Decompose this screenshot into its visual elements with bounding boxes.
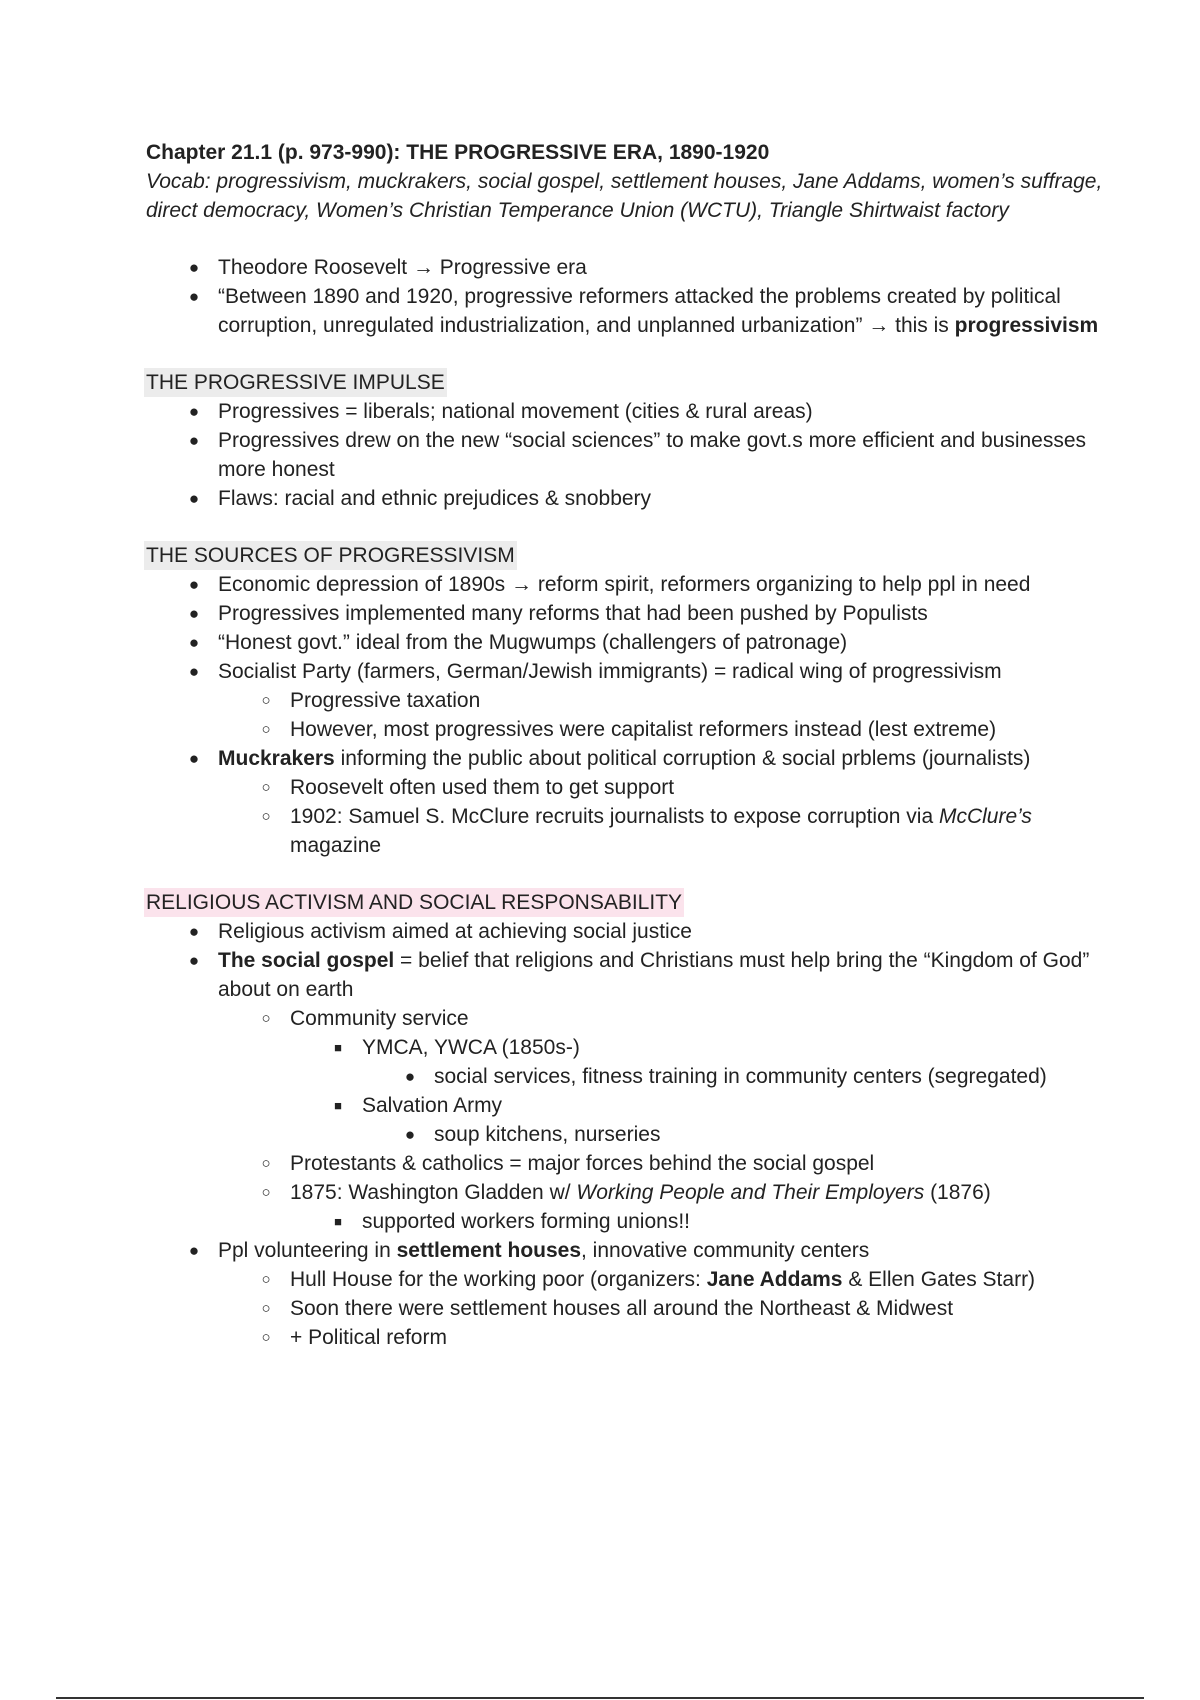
- chapter-title: Chapter 21.1 (p. 973-990): THE PROGRESSIVE ERA, 1890-1920: [146, 141, 770, 164]
- list-item: ● “Between 1890 and 1920, progressive reformers attacked the problems created by political corruption, unregulated industrialization, and unplanned urbanization” → this is progressivism: [146, 282, 1106, 340]
- list-item: ■ YMCA, YWCA (1850s-): [146, 1033, 1106, 1062]
- bullet-icon: ●: [188, 749, 200, 768]
- bullet-icon: ●: [188, 1241, 200, 1260]
- circle-bullet-icon: ○: [261, 1271, 271, 1288]
- list-item: ○ Community service: [146, 1004, 1106, 1033]
- list-item: ○ Soon there were settlement houses all around the Northeast & Midwest: [146, 1294, 1106, 1323]
- list-item: ● Socialist Party (farmers, German/Jewish immigrants) = radical wing of progressivism: [146, 657, 1106, 686]
- list-item: ● Progressives implemented many reforms that had been pushed by Populists: [146, 599, 1106, 628]
- list-item: ● The social gospel = belief that religions and Christians must help bring the “Kingdom of God” about on earth: [146, 946, 1106, 1004]
- bullet-icon: ●: [188, 575, 200, 594]
- bullet-icon: ●: [188, 287, 200, 306]
- list-item: ○ Protestants & catholics = major forces behind the social gospel: [146, 1149, 1106, 1178]
- bullet-icon: ●: [188, 402, 200, 421]
- list-item: ● Flaws: racial and ethnic prejudices & snobbery: [146, 484, 1106, 513]
- notes-page: [146, 138, 1106, 1352]
- list-item: ○ + Political reform: [146, 1323, 1106, 1352]
- bullet-icon: ●: [188, 604, 200, 623]
- list-item: ○ Roosevelt often used them to get support: [146, 773, 1106, 802]
- list-item: ○ 1875: Washington Gladden w/ Working People and Their Employers (1876): [146, 1178, 1106, 1207]
- list-item: ● Progressives drew on the new “social sciences” to make govt.s more efficient and businesses more honest: [146, 426, 1106, 484]
- bullet-icon: ●: [404, 1125, 416, 1144]
- section-heading: RELIGIOUS ACTIVISM AND SOCIAL RESPONSABILITY: [144, 888, 684, 917]
- list-item: ○ However, most progressives were capitalist reformers instead (lest extreme): [146, 715, 1106, 744]
- bullet-icon: ●: [188, 633, 200, 652]
- list-item: ● soup kitchens, nurseries: [146, 1120, 1106, 1149]
- bullet-icon: ●: [188, 258, 200, 277]
- circle-bullet-icon: ○: [261, 721, 271, 738]
- bullet-icon: ●: [188, 489, 200, 508]
- list-item: ● Ppl volunteering in settlement houses, innovative community centers: [146, 1236, 1106, 1265]
- circle-bullet-icon: ○: [261, 1010, 271, 1027]
- bullet-icon: ●: [188, 431, 200, 450]
- page-divider: [56, 1697, 1144, 1699]
- intro-list: [146, 253, 1106, 340]
- list-item: ● Muckrakers informing the public about political corruption & social prblems (journalists): [146, 744, 1106, 773]
- square-bullet-icon: ■: [334, 1040, 342, 1055]
- bullet-icon: ●: [188, 922, 200, 941]
- bullet-icon: ●: [188, 951, 200, 970]
- circle-bullet-icon: ○: [261, 1300, 271, 1317]
- list-item: ● “Honest govt.” ideal from the Mugwumps (challengers of patronage): [146, 628, 1106, 657]
- impulse-list: [146, 397, 1106, 513]
- bullet-icon: ●: [188, 662, 200, 681]
- list-item: ● Economic depression of 1890s → reform spirit, reformers organizing to help ppl in need: [146, 570, 1106, 599]
- circle-bullet-icon: ○: [261, 1329, 271, 1346]
- list-item: ■ Salvation Army: [146, 1091, 1106, 1120]
- circle-bullet-icon: ○: [261, 1155, 271, 1172]
- circle-bullet-icon: ○: [261, 1184, 271, 1201]
- list-item: ● Religious activism aimed at achieving social justice: [146, 917, 1106, 946]
- sources-list: [146, 570, 1106, 860]
- section-heading: THE PROGRESSIVE IMPULSE: [144, 368, 447, 397]
- square-bullet-icon: ■: [334, 1214, 342, 1229]
- circle-bullet-icon: ○: [261, 808, 271, 825]
- list-item: ● Theodore Roosevelt → Progressive era: [146, 253, 1106, 282]
- list-item: ● Progressives = liberals; national movement (cities & rural areas): [146, 397, 1106, 426]
- list-item: ○ Progressive taxation: [146, 686, 1106, 715]
- section-heading: THE SOURCES OF PROGRESSIVISM: [144, 541, 517, 570]
- vocab-line: Vocab: progressivism, muckrakers, social gospel, settlement houses, Jane Addams, women’s suffrage, direct democracy, Women’s Christian Temperance Union (WCTU), Triangle Shirtwaist factory: [146, 170, 1103, 222]
- religious-list: [146, 917, 1106, 1352]
- square-bullet-icon: ■: [334, 1098, 342, 1113]
- list-item: ○ Hull House for the working poor (organizers: Jane Addams & Ellen Gates Starr): [146, 1265, 1106, 1294]
- list-item: ○ 1902: Samuel S. McClure recruits journalists to expose corruption via McClure’s magazine: [146, 802, 1106, 860]
- bullet-icon: ●: [404, 1067, 416, 1086]
- list-item: ■ supported workers forming unions!!: [146, 1207, 1106, 1236]
- list-item: ● social services, fitness training in community centers (segregated): [146, 1062, 1106, 1091]
- circle-bullet-icon: ○: [261, 779, 271, 796]
- circle-bullet-icon: ○: [261, 692, 271, 709]
